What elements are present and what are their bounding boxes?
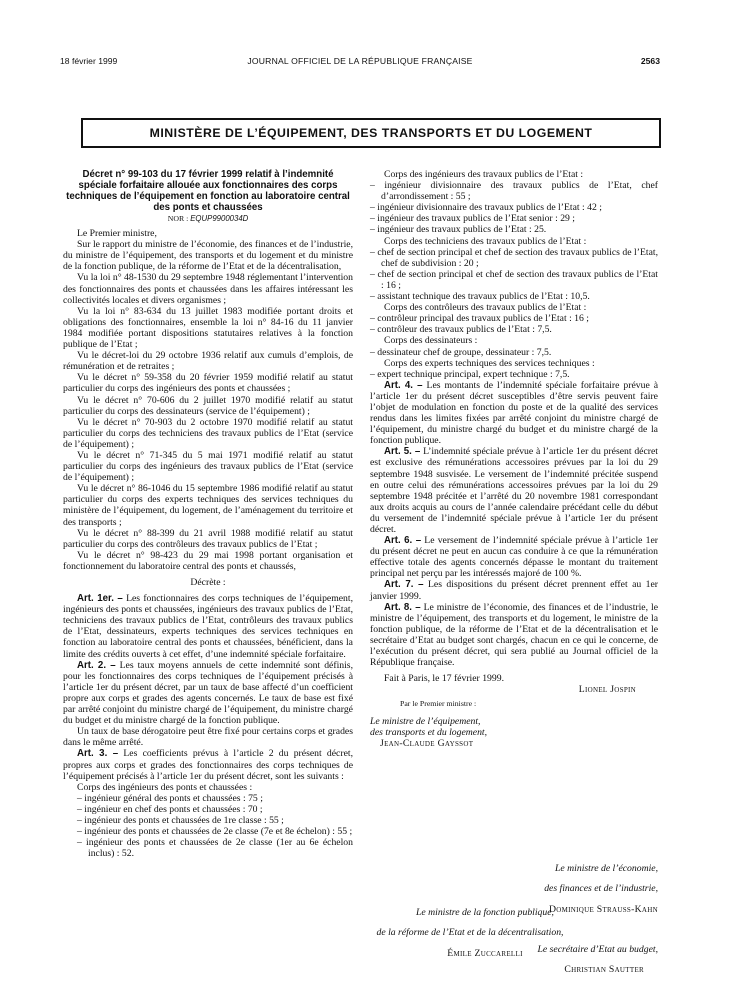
- article-6-label: Art. 6. –: [384, 535, 422, 547]
- article-2-text: Les taux moyens annuels de cette indemnité sont définis, pour les fonctionnaires des corps techniques de l’équipement précisés à l’article 1er du présent décret, par un taux de base affecté d’un coefficient propre aux corps et grades des agents concernés. Le taux de base est fixé par arrêté conjoint du ministre chargé de l’équipement, du ministre chargé du budget et du ministre chargé de la fonction publique.: [63, 659, 353, 727]
- list-item: – ingénieur en chef des ponts et chaussées : 70 ;: [77, 803, 263, 815]
- article-8: [370, 602, 658, 669]
- nor-reference: [63, 213, 353, 224]
- list-item: – contrôleur des travaux publics de l’Etat : 7,5.: [370, 324, 552, 336]
- list-item: – expert technique principal, expert technique : 7,5.: [370, 368, 570, 380]
- corps-exp-title: Corps des experts techniques des services techniques :: [384, 357, 595, 369]
- intro-line: Vu la loi n° 48-1530 du 29 septembre 1948 réglementant l’intervention des fonctionnaires des ponts et chaussées dans les affaires intéressant les collectivités locales et divers organismes ;: [63, 272, 353, 306]
- list-item: – ingénieur général des ponts et chaussées : 75 ;: [77, 792, 263, 804]
- decrete-label: Décrète :: [190, 577, 226, 588]
- left-column: [63, 169, 353, 859]
- article-5-text: L’indemnité spéciale prévue à l’article 1er du présent décret est exclusive des rémunérations accessoires prévues par la loi du 29 septembre 1948 susvisée. Le versement de l’indemnité précitée suspend en outre celui des rémunérations accessoires prévues par la loi du 29 septembre 1948 précitée et l’arrêté du 20 novembre 1981 correspondant aux droits acquis au cours de l’année calendaire précédant celle du début du versement de l’indemnité spéciale prévue à l’article 1er du présent décret.: [370, 446, 659, 535]
- article-4-text: Les montants de l’indemnité spéciale forfaitaire prévue à l’article 1er du présent décret susceptibles d’être servis peuvent faire l’objet de modulation en fonction du poste et de la qualité des services rendus dans les limites fixées par arrêté conjoint du ministre chargé de l’équipement, du ministre chargé du budget et du ministre chargé de la fonction publique.: [370, 379, 658, 447]
- sig4-role: Le secrétaire d’Etat au budget,: [537, 943, 658, 955]
- list-item: – ingénieur des ponts et chaussées de 2e classe (7e et 8e échelon) : 55 ;: [77, 826, 353, 838]
- sig2-role-1: Le ministre de l’économie,: [555, 862, 658, 874]
- sig1-name: Jean-Claude Gayssot: [380, 737, 474, 749]
- page-header: [60, 56, 660, 68]
- list-item: – contrôleur principal des travaux publics de l’Etat : 16 ;: [370, 313, 589, 325]
- article-5-label: Art. 5. –: [384, 446, 421, 458]
- list-item: – ingénieur divisionnaire des travaux publics de l’Etat : 42 ;: [370, 202, 602, 214]
- article-2-text-2: Un taux de base dérogatoire peut être fixé pour certains corps et grades dans le même arrêté.: [63, 726, 353, 749]
- header-journal-title: JOURNAL OFFICIEL DE LA RÉPUBLIQUE FRANÇAISE: [247, 56, 473, 66]
- corps-itpe-title: Corps des ingénieurs des travaux publics de l’Etat :: [384, 169, 584, 180]
- done-at: Fait à Paris, le 17 février 1999.: [384, 673, 504, 685]
- decree-title: Décret n° 99-103 du 17 février 1999 relatif à l’indemnité spéciale forfaitaire allouée aux fonctionnaires des corps techniques de l’équipement en fonction au laboratoire central des ponts et chaussées: [66, 169, 350, 213]
- list-item: – assistant technique des travaux publics de l’Etat : 10,5.: [370, 291, 590, 303]
- sig3-role-2: de la réforme de l’Etat et de la décentralisation,: [376, 927, 564, 939]
- article-4-label: Art. 4. –: [384, 379, 423, 391]
- list-item: – ingénieur des ponts et chaussées de 2e classe (1er au 6e échelon inclus) : 52.: [77, 837, 353, 860]
- right-column: [370, 169, 658, 749]
- article-1: [63, 593, 353, 660]
- article-8-text: Le ministre de l’économie, des finances et de l’industrie, le ministre de l’équipement, des transports et du logement, le ministre de la fonction publique, de la réforme de l’Etat et de la décentralisation et le secrétaire d’Etat au budget sont chargés, chacun en ce qui le concerne, de l’exécution du présent décret, qui sera publié au Journal officiel de la République française.: [370, 601, 658, 669]
- intro-line: Le Premier ministre,: [77, 228, 157, 240]
- intro-line: Sur le rapport du ministre de l’économie, des finances et de l’industrie, du ministre de l’équipement, des transports et du logement et du ministre de la fonction publique, de la réforme de l’Etat et de la décentralisation,: [63, 239, 353, 273]
- list-item: – dessinateur chef de groupe, dessinateur : 7,5.: [370, 346, 552, 358]
- list-item: – ingénieur des ponts et chaussées de 1re classe : 55 ;: [77, 814, 284, 826]
- intro-line: Vu le décret n° 88-399 du 21 avril 1988 modifié relatif au statut particulier du corps des contrôleurs des travaux publics de l’Etat ;: [63, 527, 353, 550]
- article-8-label: Art. 8. –: [384, 601, 421, 613]
- article-7: [370, 579, 658, 601]
- corps-ctrl-title: Corps des contrôleurs des travaux publics de l’Etat :: [384, 302, 587, 314]
- article-1-label: Art. 1er. –: [77, 593, 123, 605]
- ministry-heading: MINISTÈRE DE L’ÉQUIPEMENT, DES TRANSPORTS ET DU LOGEMENT: [81, 118, 661, 148]
- sig3-name: Émile Zuccarelli: [447, 948, 523, 960]
- sig2-role-2: des finances et de l’industrie,: [544, 883, 658, 895]
- intro-line: Vu le décret n° 71-345 du 5 mai 1971 modifié relatif au statut particulier du corps des ingénieurs des travaux publics de l’Etat (service de l’équipement) ;: [63, 449, 353, 484]
- article-7-text: Les dispositions du présent décret prennent effet au 1er janvier 1999.: [370, 579, 659, 602]
- article-6: [370, 535, 658, 579]
- list-item: – ingénieur divisionnaire des travaux publics de l’Etat, chef d’arrondissement : 55 ;: [370, 180, 658, 203]
- article-2-label: Art. 2. –: [77, 659, 116, 671]
- article-3: [63, 748, 353, 781]
- article-3-text: Les coefficients prévus à l’article 2 du présent décret, propres aux corps et grades des fonctionnaires des corps techniques de l’équipement précisés à l’article 1er du présent décret, sont les suivants :: [63, 748, 353, 782]
- intro-line: Vu la loi n° 83-634 du 13 juillet 1983 modifiée portant droits et obligations des fonctionnaires, ensemble la loi n° 84-16 du 11 janvier 1984 modifiée portant dispositions statutaires relatives à la fonction publique de l’Etat ;: [63, 305, 353, 351]
- signature-budget: [363, 934, 658, 985]
- header-page-number: 2563: [640, 56, 660, 66]
- list-item: – chef de section principal et chef de section des travaux publics de l’Etat, chef de subdivision : 20 ;: [370, 246, 658, 269]
- nor-label: NOR :: [167, 214, 189, 223]
- article-1-text: Les fonctionnaires des corps techniques de l’équipement, ingénieurs des ponts et chaussées, ingénieurs des travaux publics de l’Etat, techniciens des travaux publics de l’Etat, contrôleurs des travaux publics de l’Etat, dessinateurs, experts techniques des services techniques en fonction au laboratoire central des ponts et chaussées, bénéficient, dans la limite des crédits ouverts à cet effet, d’une indemnité spéciale forfaitaire.: [63, 593, 354, 660]
- sig2-name: Dominique Strauss-Kahn: [548, 904, 658, 916]
- sig4-name: Christian Sautter: [564, 964, 644, 976]
- intro-line: Vu le décret n° 70-903 du 2 octobre 1970 modifié relatif au statut particulier du corps des techniciens des travaux publics de l’Etat (service de l’équipement) ;: [63, 416, 353, 450]
- list-item: – chef de section principal et chef de section des travaux publics de l’Etat : 16 ;: [370, 268, 658, 291]
- article-6-text: Le versement de l’indemnité spéciale prévue à l’article 1er du présent décret ne peut en aucun cas conduire à ce que la rémunération effective totale des agents concernés dépasse le montant du traitement principal net perçu par les intéressés majoré de 100 %.: [370, 535, 658, 580]
- intro-line: Vu le décret n° 86-1046 du 15 septembre 1986 modifié relatif au statut particulier du corps des experts techniques des services techniques du ministère de l’équipement, du logement, de l’aménagement du territoire et des transports ;: [63, 483, 353, 528]
- header-date: 18 février 1999: [60, 56, 118, 66]
- nor-value: EQUP9900034D: [190, 214, 249, 223]
- sig1-role-1: Le ministre de l’équipement,: [370, 715, 481, 727]
- article-4: [370, 380, 658, 447]
- corps-dess-title: Corps des dessinateurs :: [384, 335, 478, 347]
- intro-line: Vu le décret n° 98-423 du 29 mai 1998 portant organisation et fonctionnement du laboratoire central des ponts et chaussés,: [63, 549, 353, 572]
- list-item: – ingénieur des travaux publics de l’Etat : 25.: [370, 224, 547, 236]
- pm-signature: Lionel Jospin: [578, 684, 636, 696]
- article-3-label: Art. 3. –: [77, 748, 119, 760]
- corps-ponts-title: Corps des ingénieurs des ponts et chaussées :: [77, 781, 253, 793]
- article-5: [370, 446, 658, 535]
- intro-line: Vu le décret n° 70-606 du 2 juillet 1970 modifié relatif au statut particulier du corps des dessinateurs (service de l’équipement) ;: [63, 394, 353, 417]
- intro-line: Vu le décret-loi du 29 octobre 1936 relatif aux cumuls d’emplois, de rémunération et de retraites ;: [63, 350, 353, 373]
- article-2: [63, 660, 353, 727]
- sig1-role-2: des transports et du logement,: [370, 726, 488, 738]
- sig3-role-1: Le ministre de la fonction publique,: [416, 906, 554, 918]
- intro-line: Vu le décret n° 59-358 du 20 février 1959 modifié relatif au statut particulier du corps des ingénieurs des ponts et chaussées ;: [63, 372, 353, 395]
- article-7-label: Art. 7. –: [384, 579, 424, 591]
- list-item: – ingénieur des travaux publics de l’Etat senior : 29 ;: [370, 213, 575, 225]
- corps-tech-title: Corps des techniciens des travaux publics de l’Etat :: [384, 235, 587, 247]
- pm-label: Par le Premier ministre :: [400, 699, 477, 709]
